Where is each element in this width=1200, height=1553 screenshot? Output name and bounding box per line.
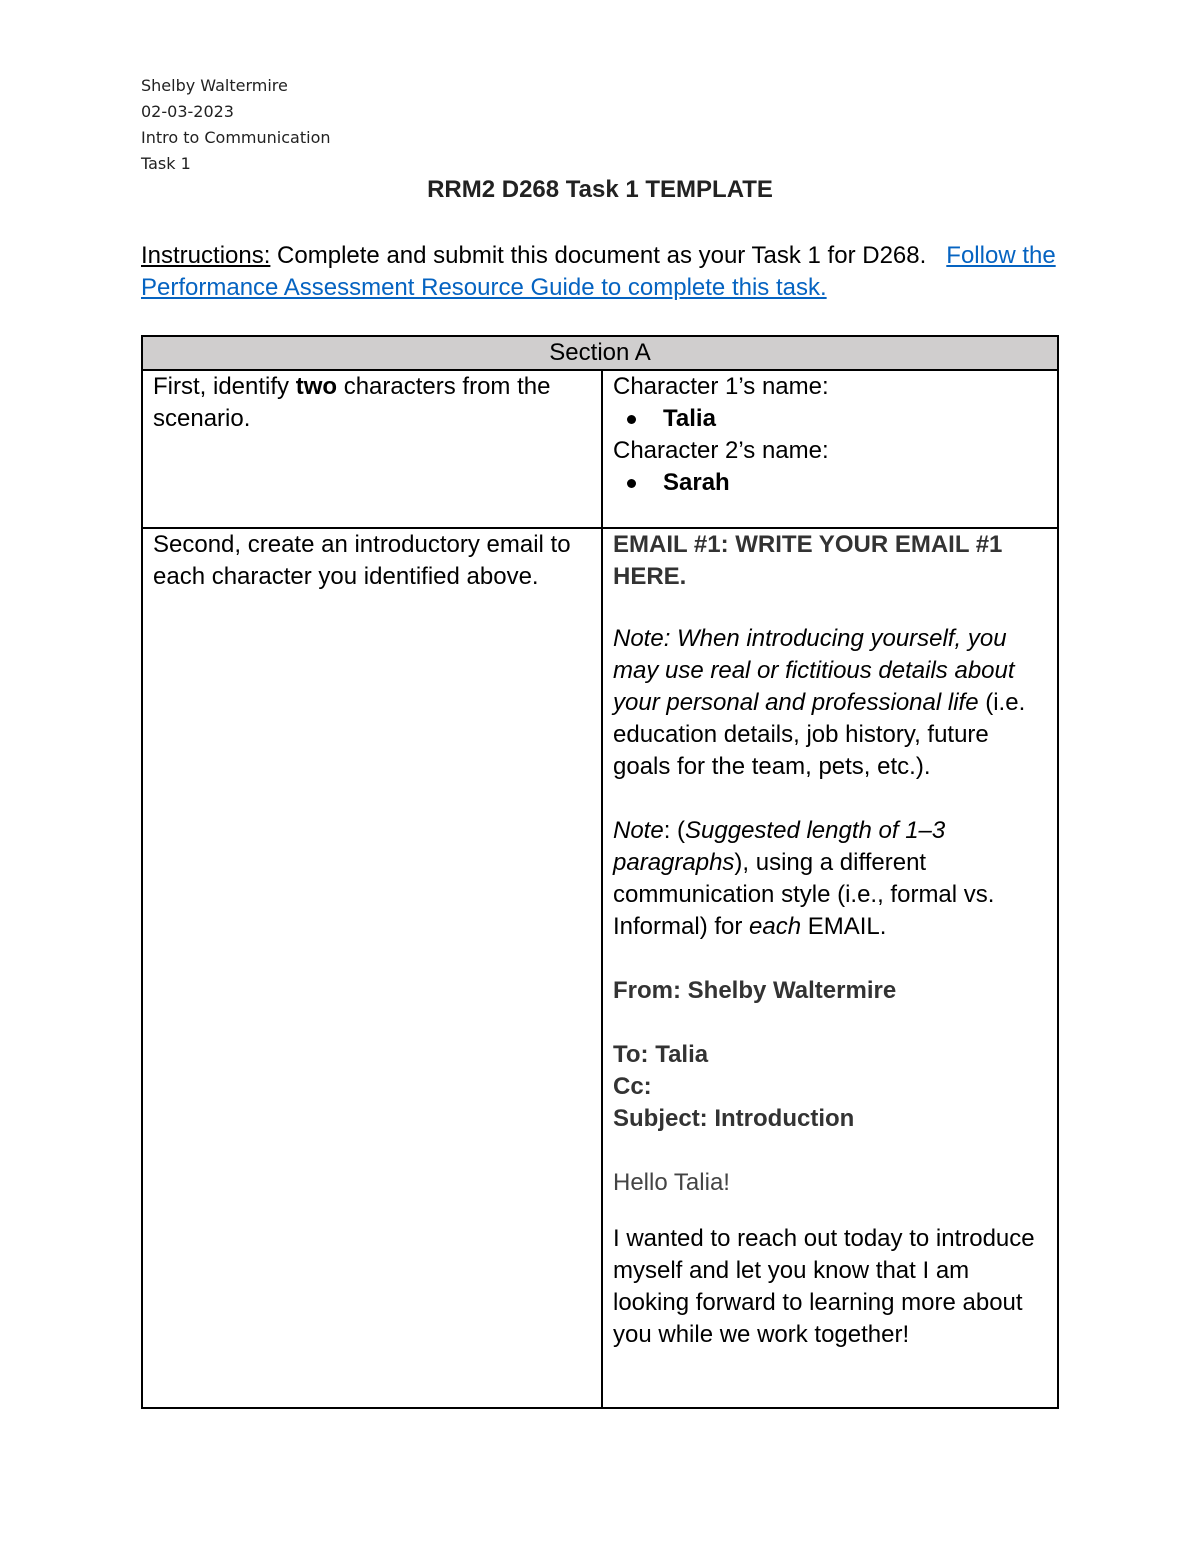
prompt-cell: Second, create an introductory email to each character you identified above. [142, 528, 602, 1408]
note-2-label: Note [613, 817, 664, 844]
instructions-paragraph [141, 240, 1061, 304]
email-cell [602, 528, 1058, 1408]
instructions-text: Complete and submit this document as your Task 1 for D268. [270, 242, 927, 269]
note-1-italic: Note: When introducing yourself, you may use real or fictitious details about your personal and professional life [613, 625, 1015, 716]
section-a-table [141, 335, 1059, 1409]
instructions-label: Instructions: [141, 242, 271, 269]
task-label: Task 1 [141, 154, 191, 173]
note-2 [613, 815, 1047, 943]
note-2-end: EMAIL. [801, 913, 887, 940]
note-2-italic: Suggested length of 1–3 paragraphs [613, 817, 946, 876]
section-heading: Section A [142, 336, 1058, 370]
character-2-list [613, 467, 1047, 499]
character-1-name: Talia [663, 403, 1047, 435]
prompt-cell [142, 370, 602, 528]
characters-cell [602, 370, 1058, 528]
resource-guide-link[interactable]: Follow the Performance Assessment Resource Guide to complete this task. [141, 242, 1056, 301]
note-1 [613, 623, 1047, 783]
document-header [141, 73, 331, 177]
email-body: I wanted to reach out today to introduce myself and let you know that I am looking forward to learning more about you while we work together! [613, 1225, 1035, 1348]
document-date: 02-03-2023 [141, 102, 234, 121]
email-cc: Cc: [613, 1073, 652, 1100]
note-2-each: each [749, 913, 802, 940]
note-2-colon: : ( [663, 817, 686, 844]
table-row [142, 370, 1058, 528]
author-name: Shelby Waltermire [141, 76, 288, 95]
email-to: To: Talia [613, 1041, 709, 1068]
email-from: From: Shelby Waltermire [613, 977, 897, 1004]
email-heading: EMAIL #1: WRITE YOUR EMAIL #1 HERE. [613, 531, 1003, 590]
prompt-text-end: characters from the scenario. [153, 373, 551, 432]
table-row [142, 528, 1058, 1408]
character-1-list [613, 403, 1047, 435]
email-greeting: Hello Talia! [613, 1169, 730, 1196]
character-2-label: Character 2’s name: [613, 437, 829, 464]
document-title: RRM2 D268 Task 1 TEMPLATE [427, 176, 773, 203]
prompt-emphasis: two [295, 373, 338, 400]
prompt-text: First, identify [153, 373, 296, 400]
character-1-label: Character 1’s name: [613, 373, 829, 400]
course-name: Intro to Communication [141, 128, 331, 147]
note-2-rest: ), using a different communication style (i.e., formal vs. Informal) for [613, 849, 995, 940]
email-subject: Subject: Introduction [613, 1105, 855, 1132]
note-1-rest: (i.e. education details, job history, future goals for the team, pets, etc.). [613, 689, 1026, 780]
character-2-name: Sarah [663, 467, 1047, 499]
